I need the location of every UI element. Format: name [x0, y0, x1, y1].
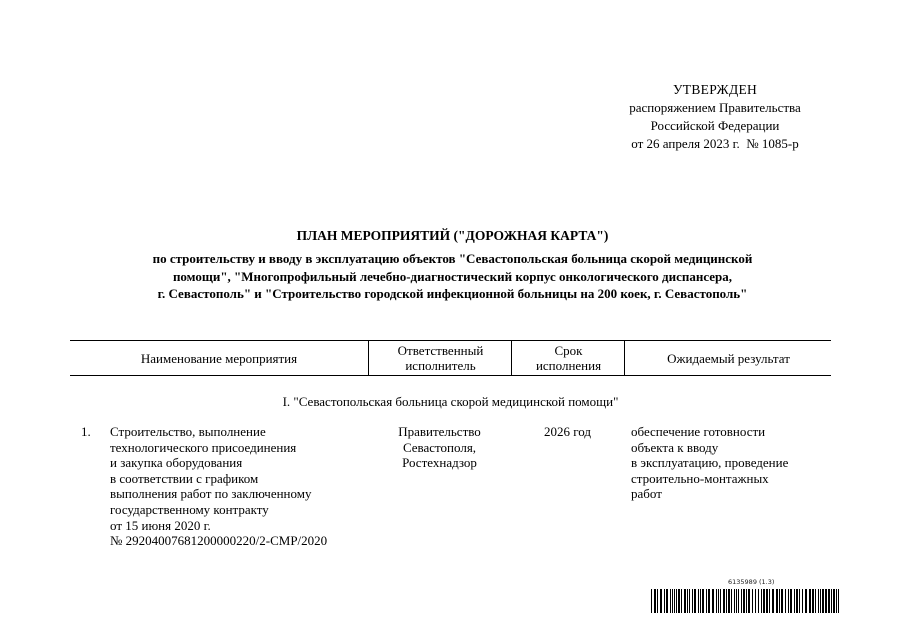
approval-line-1: распоряжением Правительства	[629, 100, 801, 115]
row-name-line: в соответствии с графиком	[110, 470, 259, 486]
plan-subtitle-line-1: по строительству и вводу в эксплуатацию объектов "Севастопольская больница скорой медицинской	[152, 251, 753, 266]
plan-title: ПЛАН МЕРОПРИЯТИЙ ("ДОРОЖНАЯ КАРТА")	[296, 228, 609, 243]
plan-subtitle-line-2: помощи", "Многопрофильный лечебно-диагностический корпус онкологического диспансера,	[172, 268, 733, 284]
row-result-line: объекта к вводу	[631, 439, 719, 455]
plan-subtitle-line-3: г. Севастополь" и "Строительство городской инфекционной больницы на 200 коек, г. Севастополь"	[157, 286, 748, 301]
row-executor-line: Правительство	[398, 424, 481, 439]
header-executor-line-2: исполнитель	[405, 358, 476, 373]
row-result-line: строительно-монтажных	[631, 470, 769, 486]
row-name-line: от 15 июня 2020 г.	[110, 517, 211, 533]
approval-title: УТВЕРЖДЕН	[672, 82, 758, 97]
header-name: Наименование мероприятия	[140, 350, 298, 366]
row-name	[110, 424, 380, 549]
approval-line-3: от 26 апреля 2023 г. № 1085-р	[631, 136, 799, 151]
row-name-line: выполнения работ по заключенному	[110, 486, 312, 502]
header-deadline-line-2: исполнения	[535, 358, 602, 373]
approval-block	[600, 81, 830, 153]
header-deadline-line-1: Срок	[554, 343, 583, 358]
row-name-line: и закупка оборудования	[110, 455, 243, 471]
section-title: I. "Севастопольская больница скорой медицинской помощи"	[282, 394, 619, 409]
table-header	[70, 340, 831, 376]
row-executor-line: Севастополя,	[402, 439, 477, 455]
row-executor	[368, 424, 511, 471]
approval-line-2: Российской Федерации	[650, 118, 780, 133]
header-deadline	[511, 341, 625, 375]
row-result-line: работ	[631, 486, 662, 502]
plan-subtitle	[60, 250, 845, 303]
row-deadline: 2026 год	[544, 424, 591, 439]
barcode-number: 6135989 (1.3)	[728, 578, 775, 586]
header-executor	[368, 341, 512, 375]
row-name-line: Строительство, выполнение	[110, 424, 266, 439]
row-number: 1.	[81, 424, 91, 439]
row-executor-line: Ростехнадзор	[402, 455, 477, 471]
row-name-line: государственному контракту	[110, 501, 269, 517]
row-result-line: обеспечение готовности	[631, 424, 766, 439]
header-executor-line-1: Ответственный	[397, 343, 484, 358]
row-name-line: технологического присоединения	[110, 439, 297, 455]
header-result: Ожидаемый результат	[624, 341, 832, 375]
barcode-icon	[651, 589, 841, 613]
row-result	[631, 424, 831, 502]
row-result-line: в эксплуатацию, проведение	[631, 455, 789, 471]
row-name-line: № 29204007681200000220/2-СМР/2020	[110, 533, 328, 549]
